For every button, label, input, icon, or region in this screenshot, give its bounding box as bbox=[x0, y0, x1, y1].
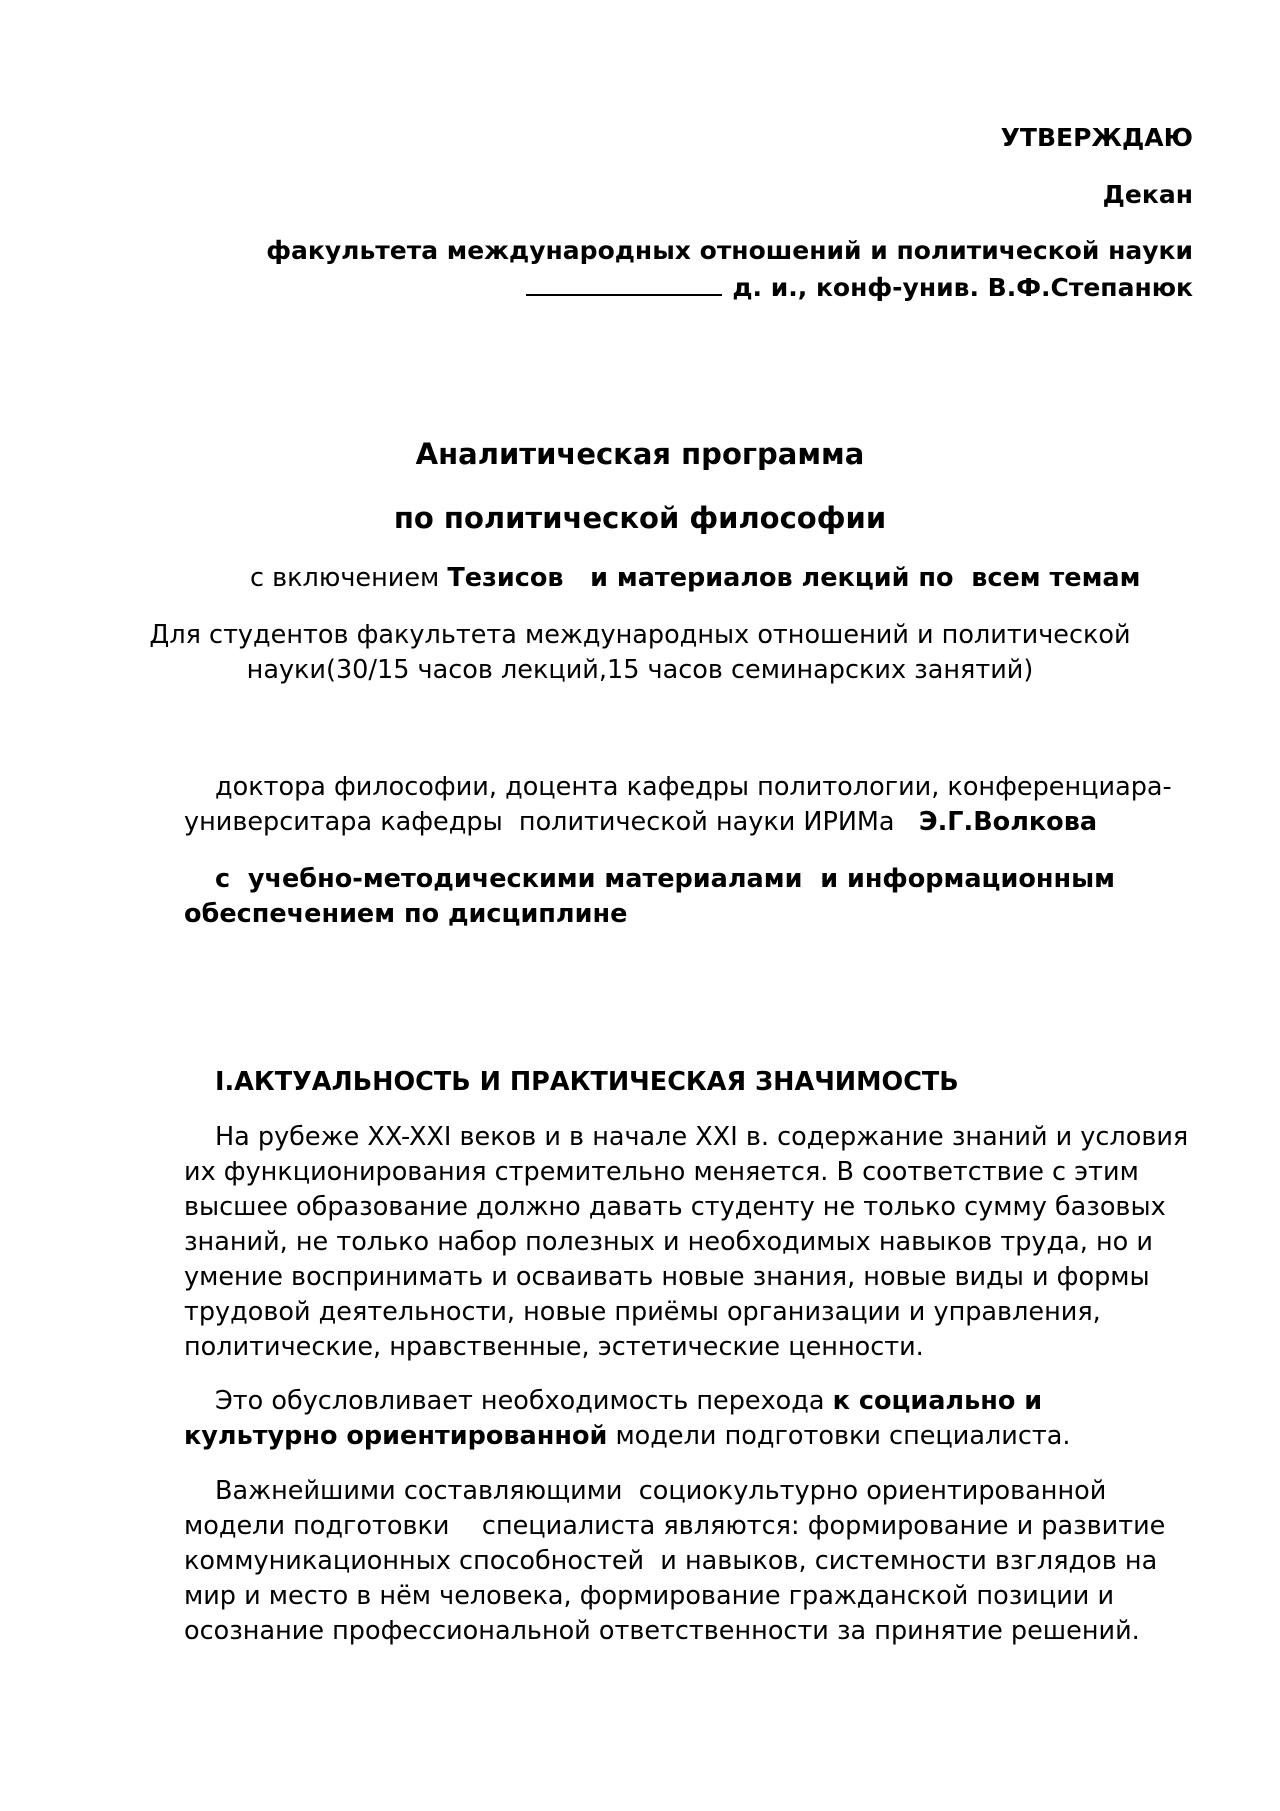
section-paragraph-2 bbox=[184, 1384, 1204, 1454]
subtitle-bold: Тезисов и материалов лекций по всем темам bbox=[447, 563, 1141, 593]
p2-pre: Это обусловливает необходимость перехода bbox=[215, 1386, 833, 1416]
author-name: Э.Г.Волкова bbox=[918, 807, 1098, 837]
audience-line1: Для студентов факультета международных отношений и политической bbox=[149, 620, 1131, 650]
subtitle-prefix: с включением bbox=[250, 563, 448, 593]
section-paragraph-3: Важнейшими составляющими социокультурно ориентированной модели подготовки специалиста являются: формирование и развитие коммуникационных способностей и навыков, системности взглядов на мир и место в нём человека, формирование гражданской позиции и осознание профессиональной ответственности за принятие решений. bbox=[184, 1476, 1174, 1646]
signature-blank bbox=[526, 272, 722, 296]
author-line1: доктора философии, доцента кафедры политологии, конференциара- bbox=[215, 772, 1172, 802]
approval-signature-line bbox=[526, 272, 1193, 302]
document-title-line1: Аналитическая программа bbox=[415, 437, 865, 471]
approval-approve: УТВЕРЖДАЮ bbox=[1000, 123, 1193, 152]
approval-faculty: факультета международных отношений и политической науки bbox=[266, 236, 1193, 265]
p2-post: модели подготовки специалиста. bbox=[607, 1421, 1071, 1451]
materials-line2: обеспечением по дисциплине bbox=[184, 899, 628, 929]
author-line2 bbox=[184, 807, 1097, 837]
author-affiliation: университара кафедры политической науки ИРИМа bbox=[184, 807, 895, 837]
section-paragraph-1: На рубеже XX-XXI веков и в начале XXI в. содержание знаний и условия их функционирования стремительно меняется. В соответствие с этим высшее образование должно давать студенту не только сумму базовых знаний, не только набор полезных и необходимых навыков труда, но и умение воспринимать и осваивать новые знания, новые виды и формы трудовой деятельности, новые приёмы организации и управления, политические, нравственные, эстетические ценности. bbox=[184, 1122, 1189, 1362]
section-heading: I.АКТУАЛЬНОСТЬ И ПРАКТИЧЕСКАЯ ЗНАЧИМОСТЬ bbox=[215, 1067, 959, 1097]
materials-line1: с учебно-методическими материалами и информационным bbox=[215, 864, 1115, 894]
approval-signatory: д. и., конф-унив. В.Ф.Степанюк bbox=[732, 273, 1193, 302]
document-subtitle bbox=[250, 563, 1140, 593]
document-title-line2: по политической философии bbox=[393, 501, 887, 535]
approval-position: Декан bbox=[1102, 180, 1193, 209]
p2-bold: к социально и культурно ориентированной bbox=[184, 1386, 1043, 1451]
audience-line2: науки(30/15 часов лекций,15 часов семинарских занятий) bbox=[246, 655, 1034, 685]
